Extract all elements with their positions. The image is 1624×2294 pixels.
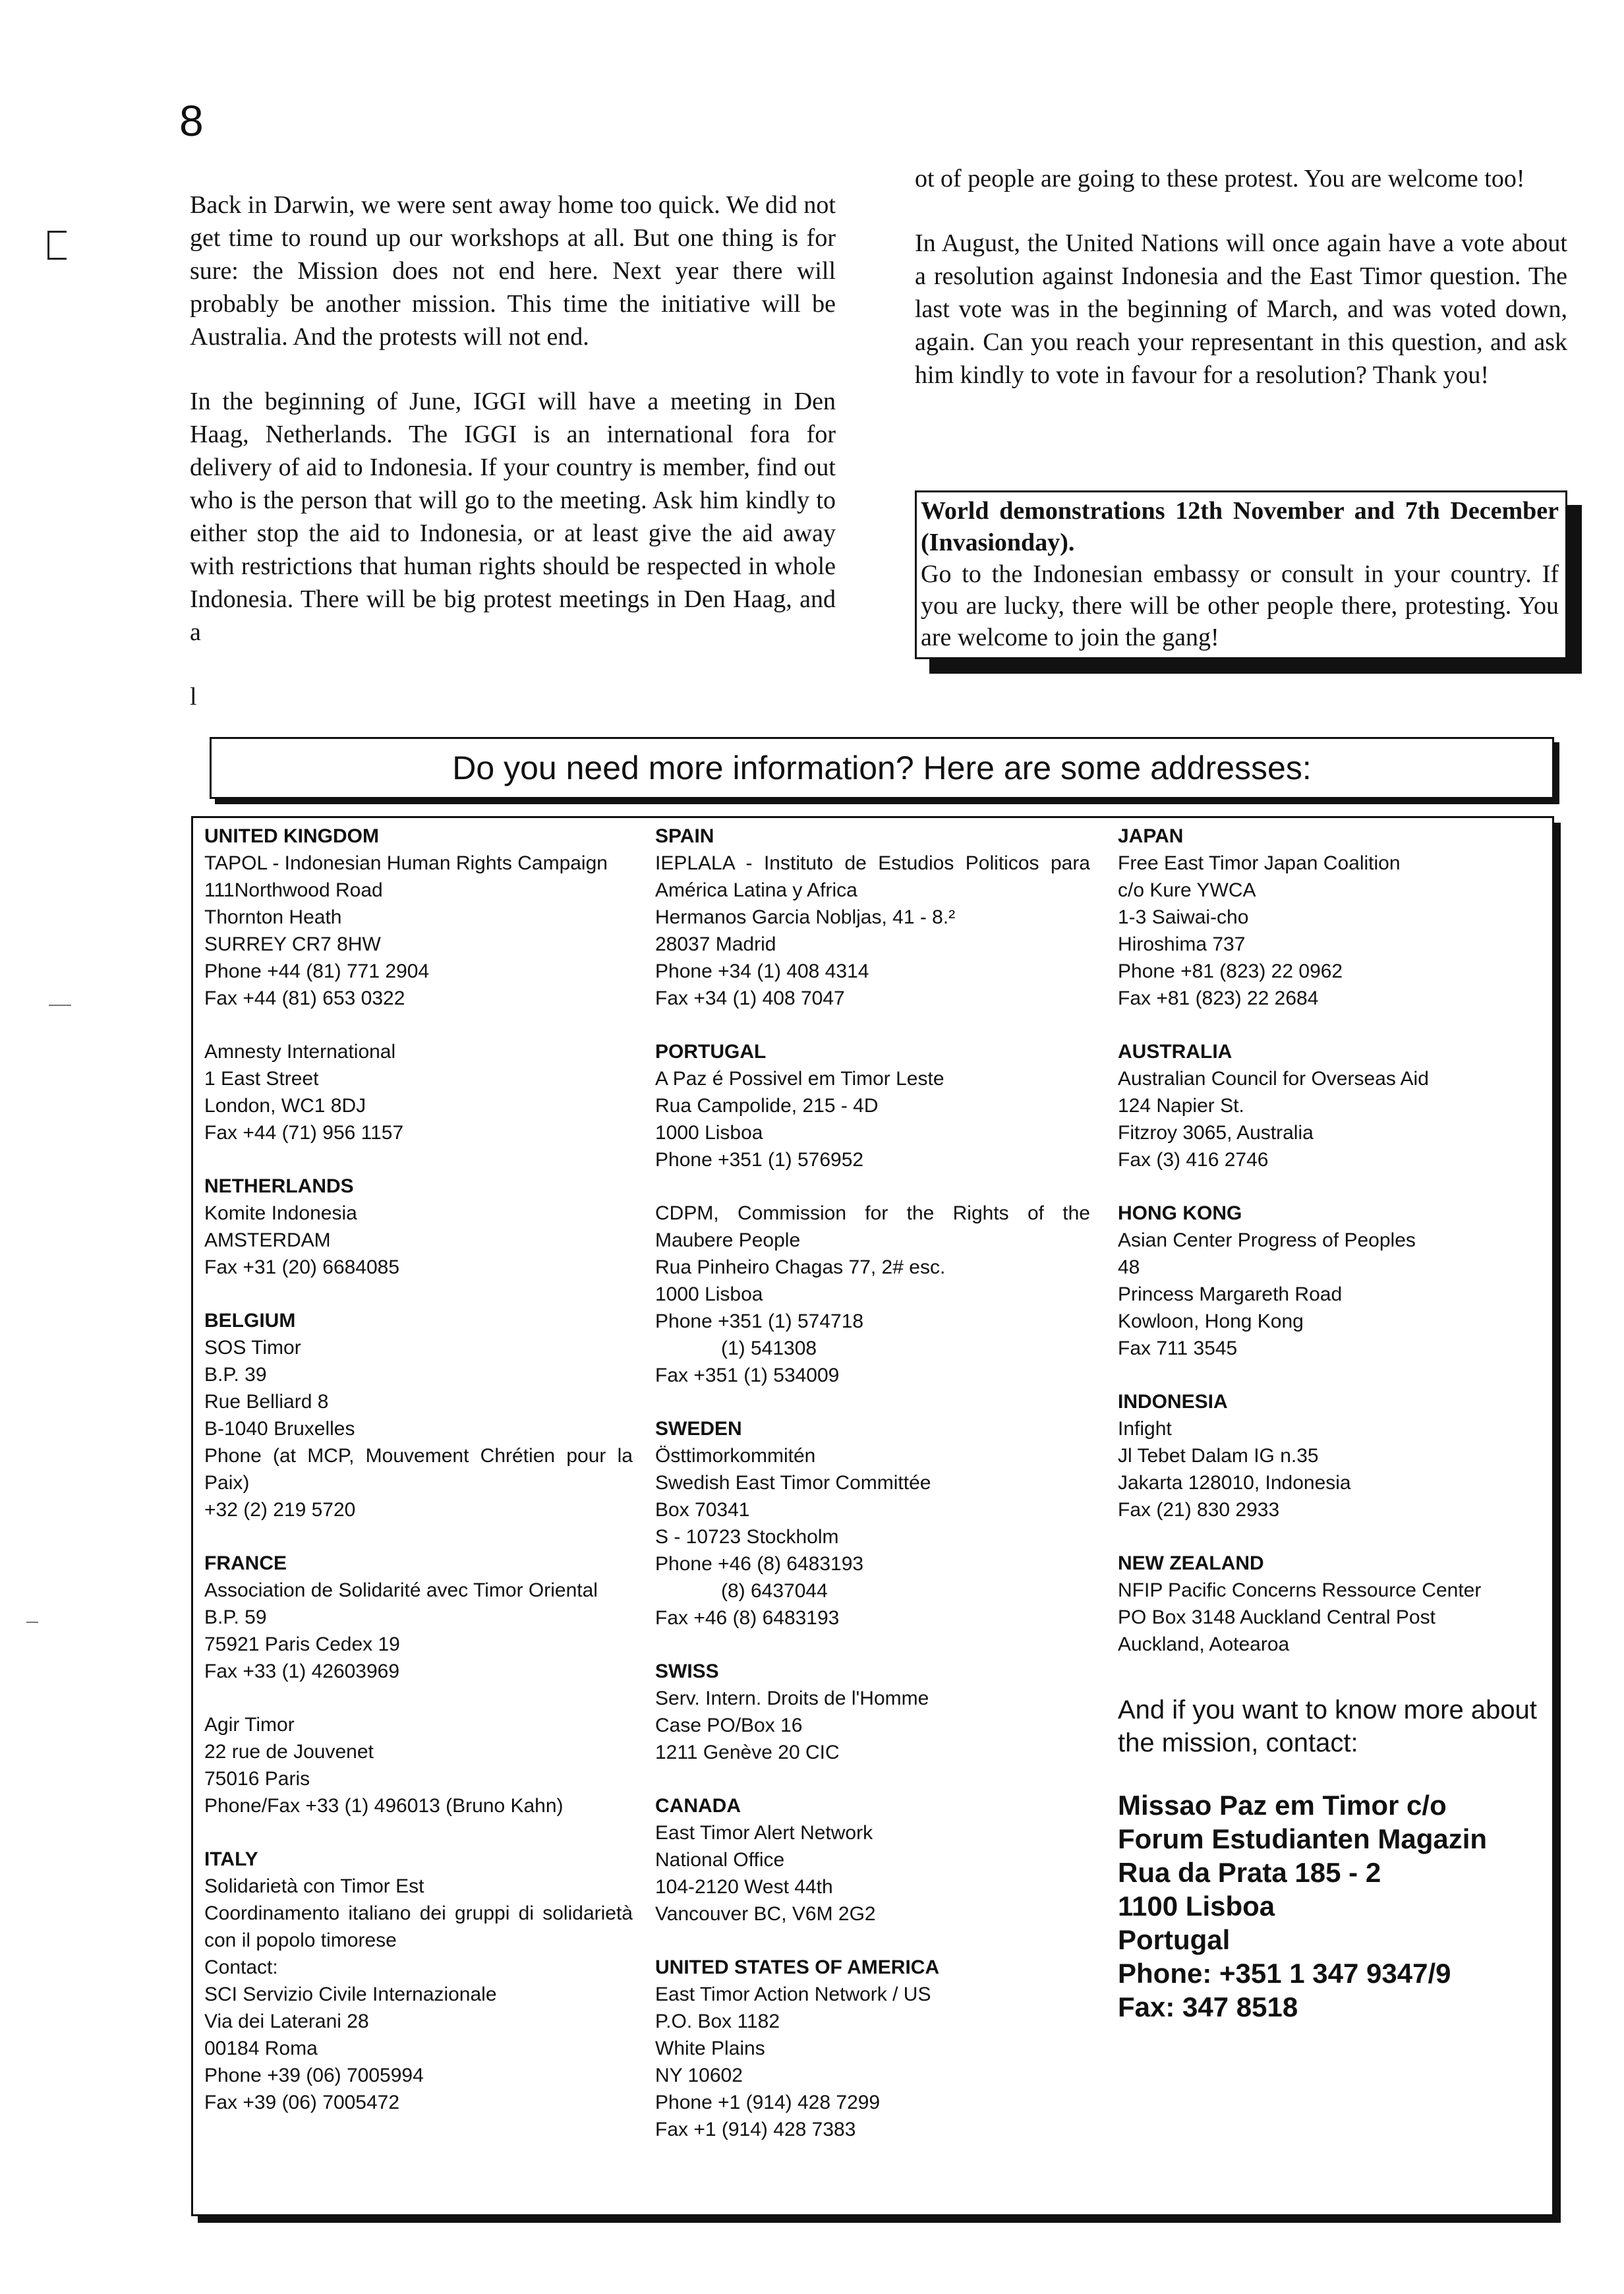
article-paragraph: ot of people are going to these protest. You are welcome too! xyxy=(915,165,1525,192)
contact-address xyxy=(1118,1788,1540,2024)
article-paragraph: Back in Darwin, we were sent away home too quick. We did not get time to round up our workshops at all. But one thing is for sure: the Mission does not end here. Next year there will probably be another mission. This time the initiative will be Australia. And the protests will not end. xyxy=(190,191,836,351)
address-entry xyxy=(204,1307,633,1523)
address-line: Phone +34 (1) 408 4314 xyxy=(655,960,869,982)
info-header-title: Do you need more information? Here are some addresses: xyxy=(452,750,1312,786)
address-line: Rue Belliard 8 xyxy=(204,1391,329,1413)
address-line: 1211 Genève 20 CIC xyxy=(655,1742,840,1763)
address-line: (8) 6437044 xyxy=(721,1580,828,1602)
address-line: Box 70341 xyxy=(655,1499,750,1521)
address-line: Serv. Intern. Droits de l'Homme xyxy=(655,1688,929,1709)
address-line: Free East Timor Japan Coalition xyxy=(1118,852,1401,874)
country-heading: INDONESIA xyxy=(1118,1391,1228,1413)
address-entry xyxy=(655,1415,1090,1632)
address-line: East Timor Action Network / US xyxy=(655,1984,931,2005)
address-entry xyxy=(1118,1038,1540,1173)
address-line: +32 (2) 219 5720 xyxy=(204,1499,356,1521)
country-heading: CANADA xyxy=(655,1795,741,1817)
address-entry xyxy=(655,1200,1090,1389)
address-entry xyxy=(655,1038,1090,1173)
address-line: East Timor Alert Network xyxy=(655,1822,873,1844)
address-line: A Paz é Possivel em Timor Leste xyxy=(655,1068,944,1090)
address-line: Case PO/Box 16 xyxy=(655,1715,803,1736)
address-line: Kowloon, Hong Kong xyxy=(1118,1310,1304,1332)
callout-body: Go to the Indonesian embassy or consult in your country. If you are lucky, there will be other people there, protesting. You are welcome to join the gang! xyxy=(921,560,1559,651)
address-line: Thornton Heath xyxy=(204,906,342,928)
address-line: Phone +351 (1) 576952 xyxy=(655,1149,864,1171)
address-line: 22 rue de Jouvenet xyxy=(204,1741,374,1763)
country-heading: SWISS xyxy=(655,1661,719,1682)
address-line: Fitzroy 3065, Australia xyxy=(1118,1122,1314,1144)
address-line: Fax +46 (8) 6483193 xyxy=(655,1607,840,1629)
address-line: 75921 Paris Cedex 19 xyxy=(204,1633,400,1655)
address-line: P.O. Box 1182 xyxy=(655,2011,780,2032)
address-entry xyxy=(204,1173,633,1281)
country-heading: JAPAN xyxy=(1118,825,1184,847)
address-line: Fax (3) 416 2746 xyxy=(1118,1149,1269,1171)
address-line: PO Box 3148 Auckland Central Post xyxy=(1118,1606,1436,1628)
contact-line: Portugal xyxy=(1118,1924,1231,1955)
address-line: Asian Center Progress of Peoples xyxy=(1118,1229,1416,1251)
address-entry xyxy=(655,1792,1090,1927)
country-heading: SPAIN xyxy=(655,825,714,847)
address-line: Fax +44 (71) 956 1157 xyxy=(204,1122,404,1144)
address-line: IEPLALA - Instituto de Estudios Politicos para América Latina y Africa xyxy=(655,852,1090,901)
country-heading: FRANCE xyxy=(204,1552,287,1574)
address-line: Phone +81 (823) 22 0962 xyxy=(1118,960,1343,982)
address-line: Solidarietà con Timor Est xyxy=(204,1875,424,1897)
address-line: Phone +1 (914) 428 7299 xyxy=(655,2092,881,2113)
address-line: Fax +34 (1) 408 7047 xyxy=(655,987,845,1009)
address-entry xyxy=(204,1550,633,1685)
address-line: Princess Margareth Road xyxy=(1118,1283,1343,1305)
address-line: Fax +1 (914) 428 7383 xyxy=(655,2119,856,2140)
address-line: 75016 Paris xyxy=(204,1768,310,1790)
address-line: Via dei Laterani 28 xyxy=(204,2011,369,2032)
address-line: B-1040 Bruxelles xyxy=(204,1418,355,1440)
article-paragraph: In August, the United Nations will once again have a vote about a resolution against Indonesia and the East Timor question. The last vote was in the beginning of March, and was voted down, again. Can you reach your representant in this question, and ask him kindly to vote in favour for a resolution? Thank you! xyxy=(915,229,1567,389)
address-line: Hiroshima 737 xyxy=(1118,933,1246,955)
address-line: Jl Tebet Dalam IG n.35 xyxy=(1118,1445,1319,1467)
contact-line: Rua da Prata 185 - 2 xyxy=(1118,1857,1381,1888)
address-line: Fax +351 (1) 534009 xyxy=(655,1365,840,1386)
address-line: Fax (21) 830 2933 xyxy=(1118,1499,1280,1521)
address-entry xyxy=(655,823,1090,1012)
country-heading: NETHERLANDS xyxy=(204,1175,354,1197)
article-left-column xyxy=(190,189,836,649)
country-heading: UNITED KINGDOM xyxy=(204,825,379,847)
callout-title: World demonstrations 12th November and 7th December (Invasionday). xyxy=(921,497,1559,556)
country-heading: PORTUGAL xyxy=(655,1041,767,1063)
address-line: 28037 Madrid xyxy=(655,933,776,955)
address-line: Phone +44 (81) 771 2904 xyxy=(204,960,430,982)
address-line: White Plains xyxy=(655,2038,765,2059)
address-line: 1000 Lisboa xyxy=(655,1283,763,1305)
contact-prompt: And if you want to know more about the mission, contact: xyxy=(1118,1695,1537,1757)
address-entry xyxy=(1118,1200,1540,1362)
address-line: National Office xyxy=(655,1849,785,1871)
address-line: London, WC1 8DJ xyxy=(204,1095,366,1117)
address-line: Phone +46 (8) 6483193 xyxy=(655,1553,864,1575)
address-line: Fax +31 (20) 6684085 xyxy=(204,1256,400,1278)
address-line: Phone/Fax +33 (1) 496013 (Bruno Kahn) xyxy=(204,1795,564,1817)
address-line: Australian Council for Overseas Aid xyxy=(1118,1068,1429,1090)
address-line: Amnesty International xyxy=(204,1041,396,1063)
address-line: 111Northwood Road xyxy=(204,879,383,901)
address-line: Phone +39 (06) 7005994 xyxy=(204,2065,424,2086)
address-line: Fax 711 3545 xyxy=(1118,1338,1238,1359)
address-line: B.P. 39 xyxy=(204,1364,267,1386)
address-entry xyxy=(204,1038,633,1146)
contact-line: Missao Paz em Timor c/o xyxy=(1118,1790,1447,1821)
address-line: Jakarta 128010, Indonesia xyxy=(1118,1472,1351,1494)
country-heading: SWEDEN xyxy=(655,1418,742,1440)
address-line: Association de Solidarité avec Timor Oriental xyxy=(204,1579,598,1601)
address-line: Fax +39 (06) 7005472 xyxy=(204,2092,400,2113)
scan-speck xyxy=(49,1005,71,1006)
address-line: 48 xyxy=(1118,1256,1140,1278)
address-entry xyxy=(655,1658,1090,1766)
address-entry xyxy=(1118,1550,1540,1658)
address-line: c/o Kure YWCA xyxy=(1118,879,1256,901)
address-line: Vancouver BC, V6M 2G2 xyxy=(655,1903,876,1925)
address-line: Fax +81 (823) 22 2684 xyxy=(1118,987,1319,1009)
address-entry xyxy=(204,823,633,1012)
address-line: Coordinamento italiano dei gruppi di solidarietà con il popolo timorese xyxy=(204,1902,633,1951)
address-line: SOS Timor xyxy=(204,1337,301,1359)
address-line: TAPOL - Indonesian Human Rights Campaign xyxy=(204,852,608,874)
address-line: Auckland, Aotearoa xyxy=(1118,1633,1290,1655)
address-line: Rua Pinheiro Chagas 77, 2# esc. xyxy=(655,1256,946,1278)
article-trailing-letter: l xyxy=(190,683,197,711)
address-column-1 xyxy=(204,823,633,2142)
address-line: Swedish East Timor Committée xyxy=(655,1472,931,1494)
address-line: AMSTERDAM xyxy=(204,1229,331,1251)
address-line: Infight xyxy=(1118,1418,1172,1440)
address-column-3 xyxy=(1118,823,1540,2024)
article-right-column xyxy=(915,162,1567,392)
info-header-box xyxy=(210,737,1554,799)
contact-line: 1100 Lisboa xyxy=(1118,1891,1275,1922)
address-line: 00184 Roma xyxy=(204,2038,318,2059)
address-line: SCI Servizio Civile Internazionale xyxy=(204,1984,497,2005)
address-line: Contact: xyxy=(204,1956,278,1978)
address-column-2 xyxy=(655,823,1090,2169)
demonstrations-callout xyxy=(915,490,1567,659)
country-heading: BELGIUM xyxy=(204,1310,296,1332)
address-line: Komite Indonesia xyxy=(204,1202,357,1224)
article-paragraph: In the beginning of June, IGGI will have a meeting in Den Haag, Netherlands. The IGGI is an international fora for delivery of aid to Indonesia. If your country is member, find out who is the person that will go to the meeting. Ask him kindly to either stop the aid to Indonesia, or at least give the aid away with restrictions that human rights should be respected in whole Indonesia. There will be big protest meetings in Den Haag, and a xyxy=(190,388,836,646)
address-line: 1-3 Saiwai-cho xyxy=(1118,906,1249,928)
country-heading: UNITED STATES OF AMERICA xyxy=(655,1956,940,1978)
contact-line: Forum Estudianten Magazin xyxy=(1118,1823,1488,1854)
address-line: 104-2120 West 44th xyxy=(655,1876,833,1898)
address-line: Östtimorkommitén xyxy=(655,1445,816,1467)
page-number: 8 xyxy=(179,96,204,145)
address-line: 1000 Lisboa xyxy=(655,1122,763,1144)
address-line: B.P. 59 xyxy=(204,1606,267,1628)
address-line: CDPM, Commission for the Rights of the Maubere People xyxy=(655,1202,1090,1251)
country-heading: AUSTRALIA xyxy=(1118,1041,1232,1063)
address-line: Agir Timor xyxy=(204,1714,295,1736)
address-entry xyxy=(204,1846,633,2116)
address-line: (1) 541308 xyxy=(721,1338,817,1359)
address-line: SURREY CR7 8HW xyxy=(204,933,381,955)
country-heading: NEW ZEALAND xyxy=(1118,1552,1264,1574)
address-line: NY 10602 xyxy=(655,2065,743,2086)
address-line: Rua Campolide, 215 - 4D xyxy=(655,1095,879,1117)
address-line: NFIP Pacific Concerns Ressource Center xyxy=(1118,1579,1482,1601)
address-line: 124 Napier St. xyxy=(1118,1095,1244,1117)
address-entry xyxy=(1118,1388,1540,1523)
country-heading: HONG KONG xyxy=(1118,1202,1242,1224)
address-line: 1 East Street xyxy=(204,1068,319,1090)
scan-speck xyxy=(26,1622,38,1623)
address-column-3-entries xyxy=(1118,823,1540,1658)
contact-line: Fax: 347 8518 xyxy=(1118,1991,1298,2022)
contact-line: Phone: +351 1 347 9347/9 xyxy=(1118,1958,1451,1989)
address-line: S - 10723 Stockholm xyxy=(655,1526,839,1548)
address-line: Phone (at MCP, Mouvement Chrétien pour la Paix) xyxy=(204,1445,633,1494)
address-entry xyxy=(655,1954,1090,2143)
address-line: Fax +44 (81) 653 0322 xyxy=(204,987,405,1009)
country-heading: ITALY xyxy=(204,1848,258,1870)
address-line: Phone +351 (1) 574718 xyxy=(655,1310,864,1332)
address-entry xyxy=(204,1711,633,1819)
address-entry xyxy=(1118,823,1540,1012)
margin-bracket-mark xyxy=(47,231,67,260)
address-line: Fax +33 (1) 42603969 xyxy=(204,1661,400,1682)
address-line: Hermanos Garcia Nobljas, 41 - 8.² xyxy=(655,906,956,928)
